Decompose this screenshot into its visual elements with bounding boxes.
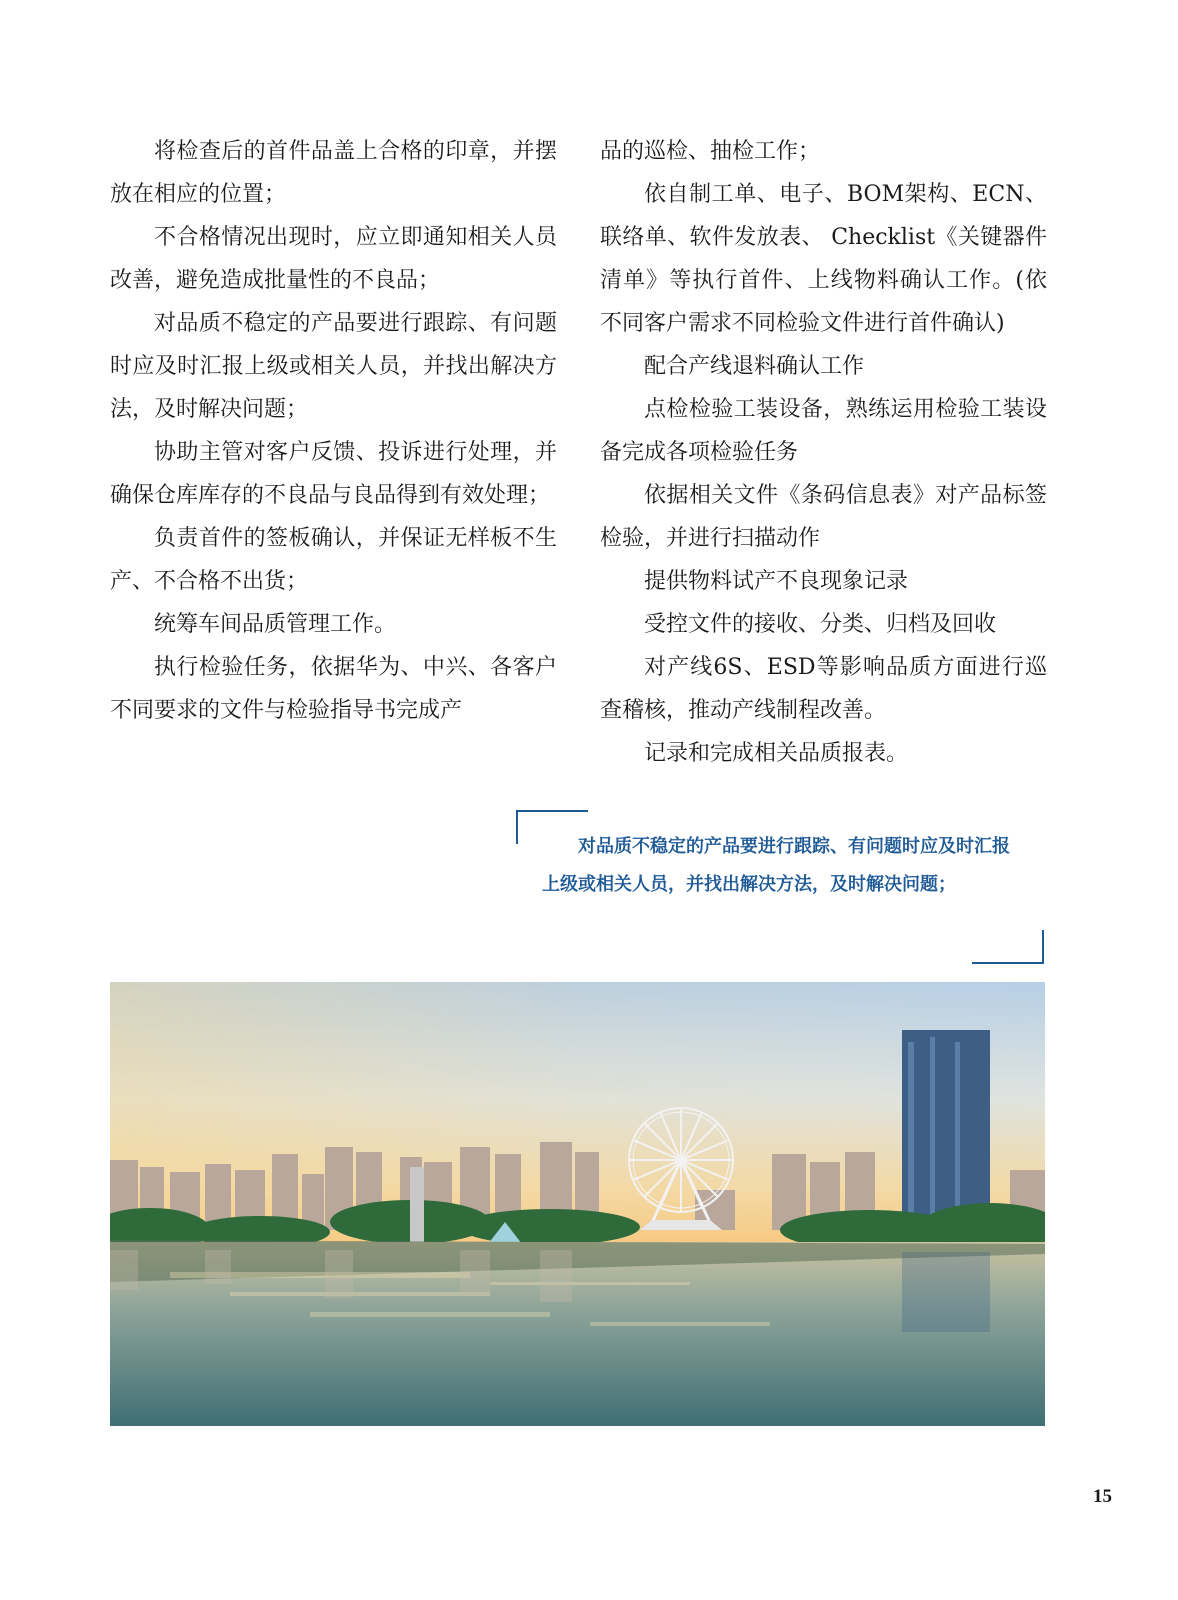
paragraph: 提供物料试产不良现象记录 — [644, 569, 909, 594]
paragraph: 受控文件的接收、分类、归档及回收 — [644, 612, 997, 637]
paragraph: 点检检验工装设备，熟练运用检验工装设备完成各项检验任务 — [600, 397, 1047, 465]
paragraph: 配合产线退料确认工作 — [644, 354, 865, 379]
paragraph: 不合格情况出现时，应立即通知相关人员改善，避免造成批量性的不良品； — [110, 225, 557, 293]
paragraph: 依自制工单、电子、BOM架构、ECN、联络单、软件发放表、 Checklist《关键器件清单》等执行首件、上线物料确认工作。(依不同客户需求不同检验文件进行首件确认) — [600, 182, 1047, 336]
paragraph: 统筹车间品质管理工作。 — [154, 612, 397, 637]
paragraph: 负责首件的签板确认，并保证无样板不生产、不合格不出货； — [110, 526, 557, 594]
left-column — [110, 130, 557, 732]
city-river-illustration — [110, 982, 1045, 1426]
paragraph: 协助主管对客户反馈、投诉进行处理，并确保仓库库存的不良品与良品得到有效处理； — [110, 440, 557, 508]
city-river-photo — [110, 982, 1045, 1426]
paragraph-continuation: 品的巡检、抽检工作； — [600, 139, 821, 164]
page-number: 15 — [1093, 1486, 1112, 1507]
paragraph: 将检查后的首件品盖上合格的印章，并摆放在相应的位置； — [110, 139, 557, 207]
right-column — [600, 130, 1047, 775]
paragraph: 对产线6S、ESD等影响品质方面进行巡查稽核，推动产线制程改善。 — [600, 655, 1047, 723]
pull-quote-text: 对品质不稳定的产品要进行跟踪、有问题时应及时汇报上级或相关人员，并找出解决方法，及时解决问题； — [542, 836, 1010, 895]
paragraph: 依据相关文件《条码信息表》对产品标签检验，并进行扫描动作 — [600, 483, 1047, 551]
pull-quote — [516, 810, 1044, 964]
quote-corner-bottom-right — [972, 930, 1044, 964]
paragraph: 记录和完成相关品质报表。 — [644, 741, 909, 766]
paragraph: 对品质不稳定的产品要进行跟踪、有问题时应及时汇报上级或相关人员，并找出解决方法，及时解决问题； — [110, 311, 557, 422]
paragraph: 执行检验任务，依据华为、中兴、各客户不同要求的文件与检验指导书完成产 — [110, 655, 557, 723]
